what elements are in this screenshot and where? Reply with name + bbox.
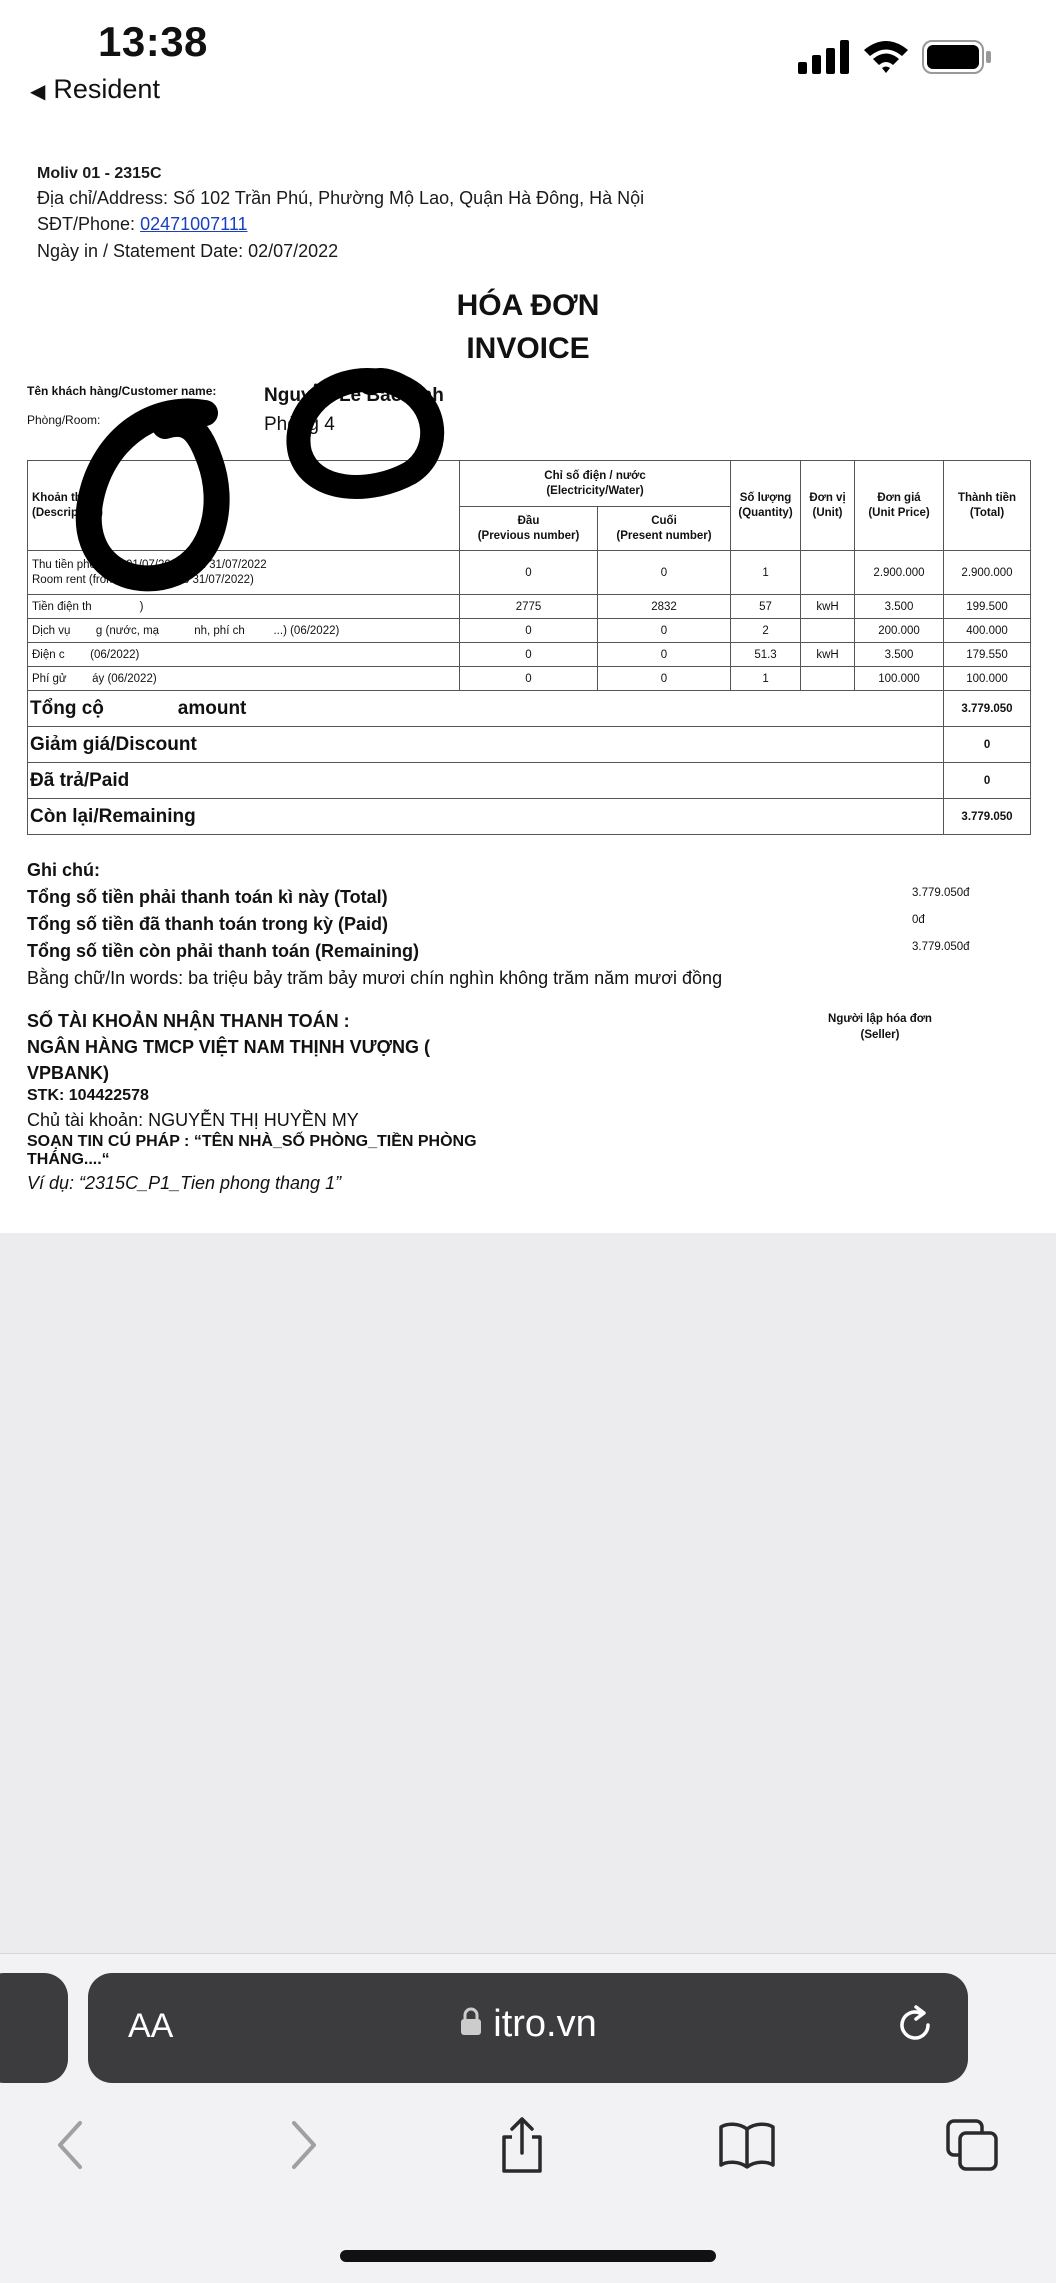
url-display[interactable]	[88, 2003, 968, 2046]
phone-label: SĐT/Phone:	[37, 214, 141, 234]
summary-remaining-label: Còn lại/Remaining	[28, 799, 944, 835]
room-value: Phòng 4	[264, 414, 335, 435]
note-remaining-label: Tổng số tiền còn phải thanh toán (Remaining)	[27, 941, 419, 961]
summary-discount-label: Giảm giá/Discount	[28, 727, 944, 763]
row-present: 0	[598, 643, 731, 667]
summary-row	[28, 727, 1031, 763]
lock-icon	[459, 2006, 483, 2036]
row-quantity: 1	[731, 551, 801, 595]
table-row	[28, 595, 1031, 619]
row-quantity: 2	[731, 619, 801, 643]
example: Ví dụ: “2315C_P1_Tien phong thang 1”	[27, 1173, 342, 1193]
address-bar[interactable]	[88, 1973, 968, 2083]
header-previous: Đầu (Previous number)	[460, 507, 598, 551]
syntax-line1: SOẠN TIN CÚ PHÁP : “TÊN NHÀ_SỐ PHÒNG_TIỀN PHÒNG	[27, 1133, 477, 1150]
summary-row	[28, 763, 1031, 799]
header-description: Khoản thu (Description)	[28, 461, 460, 551]
account-holder: Chủ tài khoản: NGUYỄN THỊ HUYỀN MY	[27, 1110, 359, 1130]
previous-tab-preview[interactable]	[0, 1973, 68, 2083]
syntax-line2: THÁNG....“	[27, 1151, 110, 1168]
row-unit-price: 3.500	[855, 643, 944, 667]
note-total-label: Tổng số tiền phải thanh toán kì này (Total)	[27, 887, 388, 907]
table-row	[28, 551, 1031, 595]
battery-icon	[922, 40, 992, 74]
back-app-label: Resident	[53, 74, 160, 104]
row-description: Thu tiền phòng từ 01/07/2022 đến 31/07/2022 Room rent (from 01/07/2022 to 31/07/2022)	[28, 551, 460, 595]
table-row	[28, 667, 1031, 691]
notes-title: Ghi chú:	[27, 860, 100, 880]
row-unit	[801, 619, 855, 643]
table-row	[28, 619, 1031, 643]
row-present: 2832	[598, 595, 731, 619]
seller-label-en: (Seller)	[860, 1029, 900, 1041]
row-unit	[801, 551, 855, 595]
row-unit: kwH	[801, 643, 855, 667]
statement-date: Ngày in / Statement Date: 02/07/2022	[37, 241, 339, 261]
url-text: itro.vn	[493, 2003, 597, 2045]
row-previous: 2775	[460, 595, 598, 619]
seller-label-vi: Người lập hóa đơn	[828, 1013, 932, 1025]
phone-link[interactable]: 02471007111	[140, 214, 248, 234]
summary-total-value: 3.779.050	[944, 691, 1031, 727]
header-meter: Chỉ số điện / nước (Electricity/Water)	[460, 461, 731, 507]
invoice-title-en: INVOICE	[466, 332, 590, 365]
invoice-table	[27, 460, 1031, 835]
customer-name: Nguyễn Lê Bảo Anh	[264, 385, 444, 406]
room-label: Phòng/Room:	[27, 413, 101, 427]
status-bar	[0, 0, 1056, 140]
bank-name-line2: VPBANK)	[27, 1063, 110, 1083]
row-total: 100.000	[944, 667, 1031, 691]
header-present: Cuối (Present number)	[598, 507, 731, 551]
summary-paid-label: Đã trả/Paid	[28, 763, 944, 799]
row-unit-price: 3.500	[855, 595, 944, 619]
header-quantity: Số lượng (Quantity)	[731, 461, 801, 551]
row-unit-price: 2.900.000	[855, 551, 944, 595]
row-total: 400.000	[944, 619, 1031, 643]
header-total: Thành tiền (Total)	[944, 461, 1031, 551]
row-quantity: 1	[731, 667, 801, 691]
row-total: 2.900.000	[944, 551, 1031, 595]
bank-name-line1: NGÂN HÀNG TMCP VIỆT NAM THỊNH VƯỢNG (	[27, 1037, 430, 1057]
bank-heading: SỐ TÀI KHOẢN NHẬN THANH TOÁN :	[27, 1011, 350, 1031]
row-present: 0	[598, 619, 731, 643]
row-description: Dịch vụ g (nước, mạ nh, phí ch ...) (06/2022)	[28, 619, 460, 643]
row-present: 0	[598, 551, 731, 595]
address: Địa chỉ/Address: Số 102 Trần Phú, Phường Mộ Lao, Quận Hà Đông, Hà Nội	[37, 188, 645, 208]
note-paid-label: Tổng số tiền đã thanh toán trong kỳ (Paid)	[27, 914, 388, 934]
summary-row	[28, 799, 1031, 835]
note-remaining-value: 3.779.050đ	[912, 941, 970, 953]
cellular-signal-icon	[798, 40, 850, 74]
row-present: 0	[598, 667, 731, 691]
share-icon[interactable]	[492, 2115, 552, 2175]
row-total: 199.500	[944, 595, 1031, 619]
phone	[37, 214, 248, 235]
summary-remaining-value: 3.779.050	[944, 799, 1031, 835]
note-paid-value: 0đ	[912, 914, 925, 926]
row-unit	[801, 667, 855, 691]
shop-name: Moliv 01 - 2315C	[37, 165, 162, 182]
wifi-icon	[862, 38, 910, 74]
seller-signature-block	[800, 1011, 960, 1043]
empty-page-area	[0, 1233, 1056, 1953]
note-total-value: 3.779.050đ	[912, 887, 970, 899]
row-previous: 0	[460, 619, 598, 643]
header-unit: Đơn vị (Unit)	[801, 461, 855, 551]
account-number: STK: 104422578	[27, 1087, 149, 1104]
amount-in-words: Bằng chữ/In words: ba triệu bảy trăm bảy mươi chín nghìn không trăm năm mươi đồng	[27, 968, 723, 988]
customer-label: Tên khách hàng/Customer name:	[27, 384, 217, 398]
back-chevron-icon[interactable]	[42, 2115, 102, 2175]
row-unit-price: 100.000	[855, 667, 944, 691]
row-previous: 0	[460, 551, 598, 595]
table-row	[28, 643, 1031, 667]
row-description: Phí gử áy (06/2022)	[28, 667, 460, 691]
bookmarks-icon[interactable]	[717, 2115, 777, 2175]
reload-icon[interactable]	[892, 2003, 938, 2049]
row-total: 179.550	[944, 643, 1031, 667]
invoice-title-vi: HÓA ĐƠN	[456, 289, 600, 322]
row-description: Điện c (06/2022)	[28, 643, 460, 667]
header-unit-price: Đơn giá (Unit Price)	[855, 461, 944, 551]
forward-chevron-icon[interactable]	[272, 2115, 332, 2175]
row-quantity: 51.3	[731, 643, 801, 667]
invoice-page	[0, 143, 1056, 1233]
summary-paid-value: 0	[944, 763, 1031, 799]
back-to-app-button[interactable]	[30, 74, 160, 105]
row-unit: kwH	[801, 595, 855, 619]
clock: 13:38	[98, 18, 208, 65]
row-previous: 0	[460, 643, 598, 667]
summary-discount-value: 0	[944, 727, 1031, 763]
row-unit-price: 200.000	[855, 619, 944, 643]
summary-total-label: Tổng cộ amount	[28, 691, 944, 727]
tabs-icon[interactable]	[942, 2115, 1002, 2175]
row-description: Tiền điện th )	[28, 595, 460, 619]
summary-row	[28, 691, 1031, 727]
row-previous: 0	[460, 667, 598, 691]
text-size-label: AA	[128, 2007, 174, 2045]
row-quantity: 57	[731, 595, 801, 619]
back-triangle-icon: ◀	[30, 81, 46, 103]
home-indicator[interactable]	[340, 2250, 716, 2262]
